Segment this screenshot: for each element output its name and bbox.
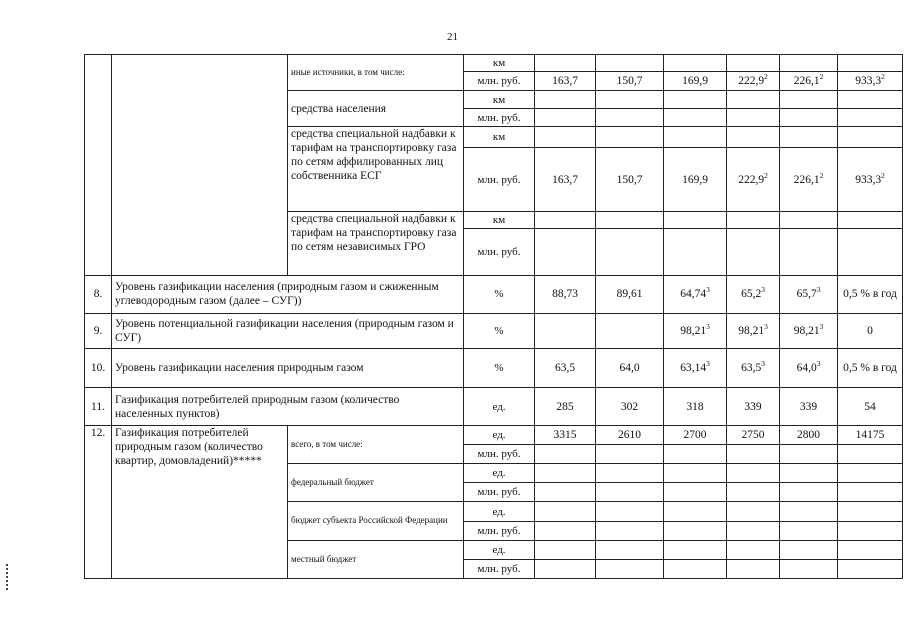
value-cell: 0 xyxy=(838,313,903,348)
footnote-mark: 3 xyxy=(706,359,710,369)
value-cell: 226,1$^2$ xyxy=(780,71,838,90)
value-cell: 98,21$^3$ xyxy=(664,313,727,348)
value-cell: 285 xyxy=(535,388,596,426)
value-cell: 933,3$^2$ xyxy=(838,71,903,90)
unit-cell: млн. руб. xyxy=(464,148,535,212)
value-cell: 63,14$^3$ xyxy=(664,348,727,387)
unit-cell: % xyxy=(464,313,535,348)
value-cell: 98,21$^3$ xyxy=(727,313,780,348)
row-number: 8. xyxy=(85,275,112,313)
footnote-mark: 2 xyxy=(819,170,824,180)
footnote-mark: 3 xyxy=(816,359,821,369)
value-cell: 3315 xyxy=(535,426,596,445)
value-cell: 65,2$^3$ xyxy=(727,275,780,313)
table-row xyxy=(85,313,903,348)
row-label: местный бюджет xyxy=(288,540,464,578)
value-cell: 2800 xyxy=(780,426,838,445)
row-label: средства специальной надбавки к тарифам на транспортировку газа по сетям аффилированных лиц собственника ЕСГ xyxy=(288,127,464,212)
row-label: Газификация потребителей природным газом (количество населенных пунктов) xyxy=(112,388,464,426)
table-row xyxy=(85,55,903,72)
value-cell: 63,5 xyxy=(535,348,596,387)
value-cell: 65,7$^3$ xyxy=(780,275,838,313)
value-cell: 2750 xyxy=(727,426,780,445)
row-label: бюджет субъекта Российской Федерации xyxy=(288,502,464,540)
value-cell: 222,9$^2$ xyxy=(727,71,780,90)
footnote-mark: 2 xyxy=(819,72,824,82)
unit-cell: км xyxy=(464,91,535,109)
value-cell: 64,0 xyxy=(596,348,664,387)
unit-cell: млн. руб. xyxy=(464,228,535,275)
value-cell: 88,73 xyxy=(535,275,596,313)
value-cell: 339 xyxy=(780,388,838,426)
value-cell: 2610 xyxy=(596,426,664,445)
value-cell: 98,21$^3$ xyxy=(780,313,838,348)
value-cell: 63,5$^3$ xyxy=(727,348,780,387)
table-row xyxy=(85,388,903,426)
value-cell: 226,1$^2$ xyxy=(780,148,838,212)
value-cell: 169,9 xyxy=(664,71,727,90)
footnote-mark: 3 xyxy=(761,285,765,295)
footnote-mark: 3 xyxy=(819,321,824,331)
unit-cell: ед. xyxy=(464,540,535,559)
footnote-mark: 3 xyxy=(761,359,765,369)
value-cell: 64,0$^3$ xyxy=(780,348,838,387)
value-cell: 150,7 xyxy=(596,148,664,212)
value-cell: 933,3$^2$ xyxy=(838,148,903,212)
unit-cell: ед. xyxy=(464,502,535,521)
row-label: средства специальной надбавки к тарифам на транспортировку газа по сетям независимых ГРО xyxy=(288,211,464,275)
value-cell: 0,5 % в год xyxy=(838,275,903,313)
row-number: 9. xyxy=(85,313,112,348)
unit-cell: млн. руб. xyxy=(464,559,535,578)
value-cell: 302 xyxy=(596,388,664,426)
footnote-mark: 3 xyxy=(706,285,710,295)
unit-cell: % xyxy=(464,348,535,387)
name-cell xyxy=(112,55,288,276)
value-cell: 150,7 xyxy=(596,71,664,90)
row-label: средства населения xyxy=(288,91,464,127)
row-label: Уровень газификации населения (природным газом и сжиженным углеводородным газом (далее – СУГ)) xyxy=(112,275,464,313)
row-number: 10. xyxy=(85,348,112,387)
value-cell: 339 xyxy=(727,388,780,426)
row-number: 11. xyxy=(85,388,112,426)
row-label: Уровень газификации населения природным газом xyxy=(112,348,464,387)
value-cell: 64,74$^3$ xyxy=(664,275,727,313)
unit-cell: ед. xyxy=(464,426,535,445)
page-number: 21 xyxy=(447,31,458,43)
footnote-mark: 3 xyxy=(764,321,768,331)
value-cell: 54 xyxy=(838,388,903,426)
value-cell: 222,9$^2$ xyxy=(727,148,780,212)
footnote-mark: 3 xyxy=(816,285,821,295)
unit-cell: км xyxy=(464,211,535,228)
unit-cell: млн. руб. xyxy=(464,521,535,540)
table-row xyxy=(85,348,903,387)
row-label: федеральный бюджет xyxy=(288,464,464,502)
value-cell: 163,7 xyxy=(535,148,596,212)
gasification-table xyxy=(84,54,903,579)
unit-cell: млн. руб. xyxy=(464,445,535,464)
row-number: 12. xyxy=(85,426,112,579)
unit-cell: млн. руб. xyxy=(464,71,535,90)
row-label: всего, в том числе: xyxy=(288,426,464,464)
unit-cell: ед. xyxy=(464,388,535,426)
unit-cell: ед. xyxy=(464,464,535,483)
scan-margin-mark xyxy=(6,564,10,590)
table-row xyxy=(85,275,903,313)
footnote-mark: 2 xyxy=(764,72,768,82)
row-label: Газификация потребителей природным газом (количество квартир, домовладений)***** xyxy=(112,426,288,579)
table-row xyxy=(85,426,903,445)
unit-cell: км xyxy=(464,127,535,148)
value-cell: 318 xyxy=(664,388,727,426)
value-cell: 89,61 xyxy=(596,275,664,313)
row-label: Уровень потенциальной газификации населения (природным газом и СУГ) xyxy=(112,313,464,348)
unit-cell: млн. руб. xyxy=(464,109,535,127)
value-cell: 169,9 xyxy=(664,148,727,212)
footnote-mark: 2 xyxy=(764,170,768,180)
value-cell: 0,5 % в год xyxy=(838,348,903,387)
row-label: иные источники, в том числе: xyxy=(288,55,464,91)
value-cell: 2700 xyxy=(664,426,727,445)
unit-cell: км xyxy=(464,55,535,72)
unit-cell: млн. руб. xyxy=(464,483,535,502)
footnote-mark: 2 xyxy=(881,72,885,82)
value-cell: 163,7 xyxy=(535,71,596,90)
index-cell xyxy=(85,55,112,276)
footnote-mark: 2 xyxy=(881,170,885,180)
unit-cell: % xyxy=(464,275,535,313)
footnote-mark: 3 xyxy=(706,321,710,331)
value-cell: 14175 xyxy=(838,426,903,445)
